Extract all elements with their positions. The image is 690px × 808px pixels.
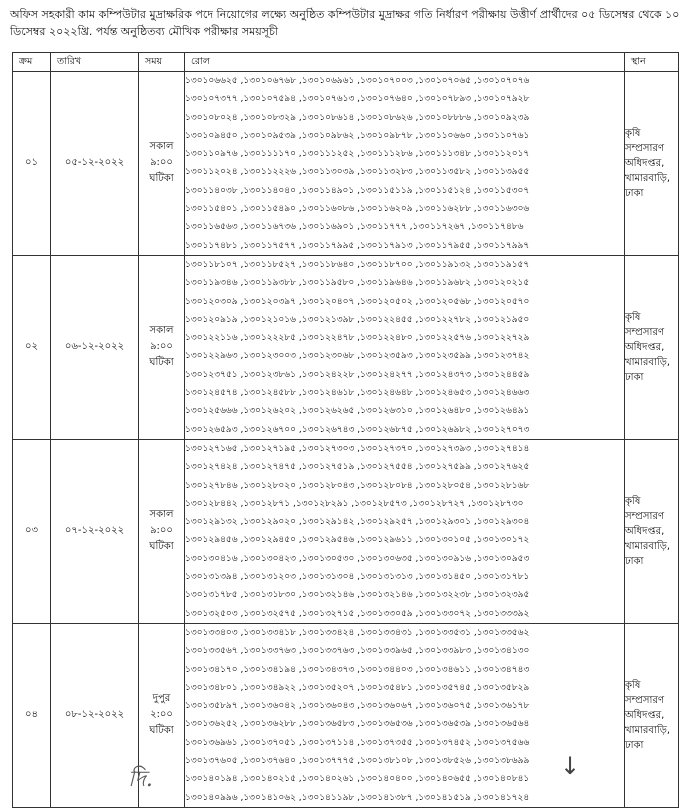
roll-list-cell (185, 72, 625, 256)
table-row (13, 439, 679, 623)
place-line: খামারবাড়ি, (625, 540, 671, 552)
place-line: খামারবাড়ি, (625, 356, 671, 368)
place-cell (625, 72, 679, 256)
place-line: সম্প্রসারণ (625, 142, 664, 154)
roll-line: ১৩০১৩৬৯৬১ ,১৩০১৩৭০৫১ ,১৩০১৩৭১১৪ ,১৩০১৩৭৩৫৫ ,১৩০১৩৭৪৫২ ,১৩০১৩৭৫৬৬ (185, 737, 530, 748)
header-roll: রোল (185, 53, 625, 72)
roll-list-cell (185, 255, 625, 439)
header-serial: ক্রম (13, 53, 51, 72)
time-line: ঘটিকা (149, 173, 174, 185)
place-line: ঢাকা (625, 187, 644, 199)
schedule-table (12, 52, 679, 808)
roll-line: ১৩০১৩২৫০৩ ,১৩০১৩২৫৭৫ ,১৩০১৩২৭১৫ ,১৩০১৩৩০৫৯ ,১৩০১৩৩০৭২ ,১৩০১৩৩৩৯২ (185, 608, 530, 619)
roll-line: ১৩০১১২০২৪ ,১৩০১১২২২৬ ,১৩০১১৩০৩৯ ,১৩০১১৩২৮৩ ,১৩০১১৩৫৮২ ,১৩০১১৩৯৫৫ (185, 167, 530, 178)
time-line: সকাল (149, 325, 174, 337)
roll-line: ১৩০১৩৩৪০৩ ,১৩০১৩৩৪১৮ ,১৩০১৩৩৪২৪ ,১৩০১৩৩৪৩১ ,১৩০১৩৩৫৩১ ,১৩০১৩৩৫৬২ (185, 627, 530, 638)
roll-line: ১৩০১০৬৬২৫ ,১৩০১০৬৭৬৮ ,১৩০১০৬৯৬১ ,১৩০১০৭০০৩ ,১৩০১০৭০৬৫ ,১৩০১০৭০৭৬ (185, 76, 530, 86)
table-row (13, 72, 679, 256)
roll-line: ১৩০১৩৭৬০৫ ,১৩০১৩৭৬৪০ ,১৩০১৩৭৭৭৫ ,১৩০১৩৮১০৮ ,১৩০১৩৮৫২৬ ,১৩০১৩৮৬৯৯ (185, 755, 530, 766)
roll-line: ১৩০১২৮৪৪২ ,১৩০১২৮৭১ ,১৩০১২৮২৯১ ,১৩০১২৮৫৭৩ ,১৩০১২৮৭২৭ ,১৩০১২৮৭৩০ (185, 498, 524, 509)
place-line: সম্প্রসারণ (625, 510, 664, 522)
place-line: কৃষি (625, 311, 641, 323)
time-line: সকাল (149, 141, 174, 153)
time-line: ৯:০০ (150, 157, 173, 169)
header-time: সময় (139, 53, 185, 72)
roll-line: ১৩০১১০৯৭৬ ,১৩০১১১১৭০ ,১৩০১১১২৫২ ,১৩০১১১২৮৬ ,১৩০১১১৩৪৮ ,১৩০১১২০১৭ (185, 149, 530, 160)
time-line: ঘটিকা (149, 725, 174, 737)
roll-line: ১৩০১২২৯৬৩ ,১৩০১২৩০০৩ ,১৩০১২৩০৬৮ ,১৩০১২৩৫৯৩ ,১৩০১২৩৫৯৯ ,১৩০১২৩৭৪২ (185, 351, 530, 362)
time-cell (139, 439, 185, 623)
roll-line: ১৩০১৩৬২৫২ ,১৩০১৩৬২৮৮ ,১৩০১৩৬৫৮৩ ,১৩০১৩৬৫৩৬ ,১৩০১৩৬৫৩৯ ,১৩০১৩৬৫৬৪ (185, 719, 530, 730)
roll-line: ১৩০১৩১৭৮৫ ,১৩০১৩১৮৩০ ,১৩০১৩২১৪৬ ,১৩০১৩২১৪৬ ,১৩০১৩২২৩৮ ,১৩০১৩২৩৯৫ (185, 590, 530, 601)
time-line: ৯:০০ (150, 525, 173, 537)
place-line: কৃষি (625, 495, 641, 507)
place-line: খামারবাড়ি, (625, 724, 671, 736)
roll-line: ১৩০১৩৫৮৯৭ ,১৩০১৩৬০৪২ ,১৩০১৩৬০৪৩ ,১৩০১৩৬০৬৭ ,১৩০১৩৬০৭৫ ,১৩০১৩৬১৭৮ (185, 701, 530, 712)
time-cell (139, 255, 185, 439)
roll-line: ১৩০১৩৪১৭০ ,১৩০১৩৪১৯৪ ,১৩০১৩৪৩৭৩ ,১৩০১৩৪৪০৩ ,১৩০১৩৪৬১১ ,১৩০১৩৪৭৪৩ (185, 664, 530, 675)
check-mark: ↓ (560, 752, 581, 780)
place-line: অধিদপ্তর, (625, 709, 665, 721)
roll-line: ১৩০১২০৩০৯ ,১৩০১২০৩৯৭ ,১৩০১২০৪০৭ ,১৩০১২০৫০২ ,১৩০১২০৫৬৮ ,১৩০১২০৫৭০ (185, 296, 530, 307)
roll-line: ১৩০১৩৪৮০১ ,১৩০১৩৪৯২২ ,১৩০১৩৫২০৭ ,১৩০১৩৫৪৮১ ,১৩০১৩৫৭৪৫ ,১৩০১৩৫৮২৯ (185, 682, 530, 693)
time-line: ঘটিকা (149, 357, 174, 369)
roll-line: ১৩০১১৫৪০১ ,১৩০১১৫৪৯০ ,১৩০১১৬০৮৬ ,১৩০১১৬২০৯ ,১৩০১১৬২৮৮ ,১৩০১১৬৩০৬ (185, 204, 530, 215)
serial-cell: ০৩ (13, 439, 51, 623)
roll-line: ১৩০১১৪০৩৮ ,১৩০১১৪০৪০ ,১৩০১১৪৯০১ ,১৩০১১৫১১৯ ,১৩০১১৫১২৪ ,১৩০১১৫৩০৭ (185, 185, 530, 196)
roll-line: ১৩০১৩১৩৯৪ ,১৩০১৩১২০৩ ,১৩০১৩১৩০৪ ,১৩০১৩১৩১৩ ,১৩০১৩১৪৫০ ,১৩০১৩১৭৮১ (185, 572, 530, 583)
roll-line: ১৩০১২৪৫৭৪ ,১৩০১২৪৫৮৮ ,১৩০১২৪৬১৮ ,১৩০১২৪৬৪৮ ,১৩০১২৪৬৫৩ ,১৩০১২৪৬৬৩ (185, 388, 530, 399)
place-line: অধিদপ্তর, (625, 341, 665, 353)
roll-line: ১৩০১৩৩৫৬৭ ,১৩০১৩৩৭৬৩ ,১৩০১৩৩৭৬৩ ,১৩০১৩৩৯৬৫ ,১৩০১৩৩৯৮৩ ,১৩০১৩৪১৩০ (185, 646, 530, 657)
roll-line: ১৩০১২৭৮৪৬ ,১৩০১২৮০২০ ,১৩০১২৮০৪৩ ,১৩০১২৮০৮৪ ,১৩০১২৮০৫৪ ,১৩০১২৮১৬৮ (185, 480, 530, 491)
place-line: ঢাকা (625, 739, 644, 751)
document-title: অফিস সহকারী কাম কম্পিউটার মুদ্রাক্ষরিক পদে নিয়োগের লক্ষ্যে অনুষ্ঠিত কম্পিউটার মুদ্রাক্ষর গতি নির্ধারণ পরীক্ষায় উত্তীর্ণ প্রার্থীদের ০৫ ডিসেম্বর থেকে ১০ ডিসেম্বর ২০২২খ্রি. পর্যন্ত অনুষ্ঠিতব্য মৌখিক পরীক্ষার সময়সূচী (10, 8, 680, 38)
roll-line: ১৩০১৪০৯৯৬ ,১৩০১৪১০৬২ ,১৩০১৪১১৯৮ ,১৩০১৪১৩৮৭ ,১৩০১৪১৫১৯ ,১৩০১৪১৭২৪ (185, 792, 530, 803)
roll-line: ১৩০১৩০৪১৬ ,১৩০১৩০৪২৩ ,১৩০১৩০৫৩০ ,১৩০১৩০৬৩৫ ,১৩০১৩০৯১৬ ,১৩০১৩০৯৫৩ (185, 553, 530, 564)
roll-line: ১৩০১৪০১৯৪ ,১৩০১৪০২১৫ ,১৩০১৪০২৬১ ,১৩০১৪০৪০০ ,১৩০১৪০৬৫৫ ,১৩০১৪০৮৪১ (185, 774, 530, 785)
signature-initial: দি. (128, 767, 153, 792)
roll-line: ১৩০১১৬৫৬৩ ,১৩০১১৬৭৩৬ ,১৩০১১৬৯০১ ,১৩০১১৭৭৭ ,১৩০১১৭২৬৭ ,১৩০১১৭৪৮৬ (185, 222, 524, 233)
header-place: স্থান (625, 53, 679, 72)
time-line: ঘটিকা (149, 541, 174, 553)
place-line: অধিদপ্তর, (625, 525, 665, 537)
roll-line: ১৩০১১৮১০৭ ,১৩০১১৮৫২৭ ,১৩০১১৮৬৪০ ,১৩০১১৮৭০০ ,১৩০১১৯১৩২ ,১৩০১১৯১৫৭ (185, 259, 530, 270)
place-line: অধিদপ্তর, (625, 157, 665, 169)
time-line: ৯:০০ (150, 341, 173, 353)
roll-line: ১৩০১২৯১৩২ ,১৩০১২৯০২০ ,১৩০১২৯১৪২ ,১৩০১২৯২৫৭ ,১৩০১২৯৩০১ ,১৩০১২৯৩০৪ (185, 517, 530, 528)
header-date: তারিখ (51, 53, 139, 72)
roll-line: ১৩০১১৯৩৪৬ ,১৩০১১৯৩৮৮ ,১৩০১১৯৫৮০ ,১৩০১১৯৬৪৬ ,১৩০১১৯৬৮২ ,১৩০১২০২১৫ (185, 278, 530, 289)
place-line: কৃষি (625, 679, 641, 691)
place-line: ঢাকা (625, 555, 644, 567)
serial-cell: ০২ (13, 255, 51, 439)
roll-line: ১৩০১২০৯১৯ ,১৩০১২১০১৬ ,১৩০১২১৩৯৮ ,১৩০১২২৪৫৫ ,১৩০১২২৭৮২ ,১৩০১২১৯৫০ (185, 314, 530, 325)
roll-list-cell (185, 439, 625, 623)
place-cell (625, 439, 679, 623)
roll-line: ১৩০১০৯৪৫০ ,১৩০১০৯৫৩৯ ,১৩০১০৯৮৬২ ,১৩০১০৯৮৭৮ ,১৩০১১০৬৬০ ,১৩০১১০৭৬১ (185, 130, 530, 141)
place-cell (625, 623, 679, 807)
place-cell (625, 255, 679, 439)
table-row (13, 255, 679, 439)
time-line: ২:০০ (150, 709, 173, 721)
roll-line: ১৩০১২২১১৬ ,১৩০১২২২৮৫ ,১৩০১২২৪৭৮ ,১৩০১২২৪৮০ ,১৩০১২২৫৭৬ ,১৩০১২২৭২৯ (185, 333, 530, 344)
time-line: দুপুর (152, 693, 171, 705)
date-cell: ০৭-১২-২০২২ (51, 439, 139, 623)
roll-line: ১৩০১২৭৪২৪ ,১৩০১২৭৪৭৫ ,১৩০১২৭৫১৯ ,১৩০১২৭৫৫৪ ,১৩০১২৭৫৯৯ ,১৩০১২৭৬২৫ (185, 462, 530, 473)
roll-line: ১৩০১২৩৭৫১ ,১৩০১২৩৮৬১ ,১৩০১২৪২২৮ ,১৩০১২৪২৭৭ ,১৩০১২৪৩৭৩ ,১৩০১২৪৪৫৯ (185, 369, 530, 380)
place-line: কৃষি (625, 127, 641, 139)
roll-line: ১৩০১২৯৪৫৬ ,১৩০১২৯৪৫০ ,১৩০১২৯৫৪৬ ,১৩০১২৯৬১১ ,১৩০১৩০১০৫ ,১৩০১৩০১৭২ (185, 535, 530, 546)
date-cell: ০৮-১২-২০২২ (51, 623, 139, 807)
schedule-body (13, 72, 679, 808)
roll-line: ১৩০১০৮০২৪ ,১৩০১০৮৩২৯ ,১৩০১০৮৬১৪ ,১৩০১০৮৬২৬ ,১৩০১০৮৮৮৬ ,১৩০১০৯২৩৯ (185, 112, 530, 123)
table-header-row (13, 53, 679, 72)
serial-cell: ০৪ (13, 623, 51, 807)
place-line: সম্প্রসারণ (625, 694, 664, 706)
roll-line: ১৩০১২৭১৬৫ ,১৩০১২৭১৯৫ ,১৩০১২৭৩০৩ ,১৩০১২৭৩৭০ ,১৩০১২৭৩৯৩ ,১৩০১২৭৪১৪ (185, 443, 530, 454)
date-cell: ০৬-১২-২০২২ (51, 255, 139, 439)
roll-line: ১৩০১২৬৫৯৩ ,১৩০১২৬৭০০ ,১৩০১২৬৭৪৩ ,১৩০১২৬৮৭৫ ,১৩০১২৬৯৮২ ,১৩০১২৭০৭৩ (185, 424, 530, 435)
serial-cell: ০১ (13, 72, 51, 256)
place-line: সম্প্রসারণ (625, 326, 664, 338)
roll-line: ১৩০১১৭৪৮১ ,১৩০১১৭৫৭৭ ,১৩০১১৭৯৯৫ ,১৩০১১৭৯১৩ ,১৩০১১৭৯৫৫ ,১৩০১১৭৯৯৭ (185, 240, 530, 251)
roll-line: ১৩০১২৫৬৬৬ ,১৩০১২৬২০২ ,১৩০১২৬২৬৫ ,১৩০১২৬৩১০ ,১৩০১২৬৪৮০ ,১৩০১২৬৪৯১ (185, 406, 530, 417)
date-cell: ০৫-১২-২০২২ (51, 72, 139, 256)
roll-list-cell (185, 623, 625, 807)
roll-line: ১৩০১০৭৩৭৭ ,১৩০১০৭৫৯৪ ,১৩০১০৭৬১৩ ,১৩০১০৭৬৪০ ,১৩০১০৭৮৯৩ ,১৩০১০৭৯২৮ (185, 94, 530, 105)
time-cell (139, 72, 185, 256)
place-line: ঢাকা (625, 371, 644, 383)
time-line: সকাল (149, 509, 174, 521)
place-line: খামারবাড়ি, (625, 172, 671, 184)
